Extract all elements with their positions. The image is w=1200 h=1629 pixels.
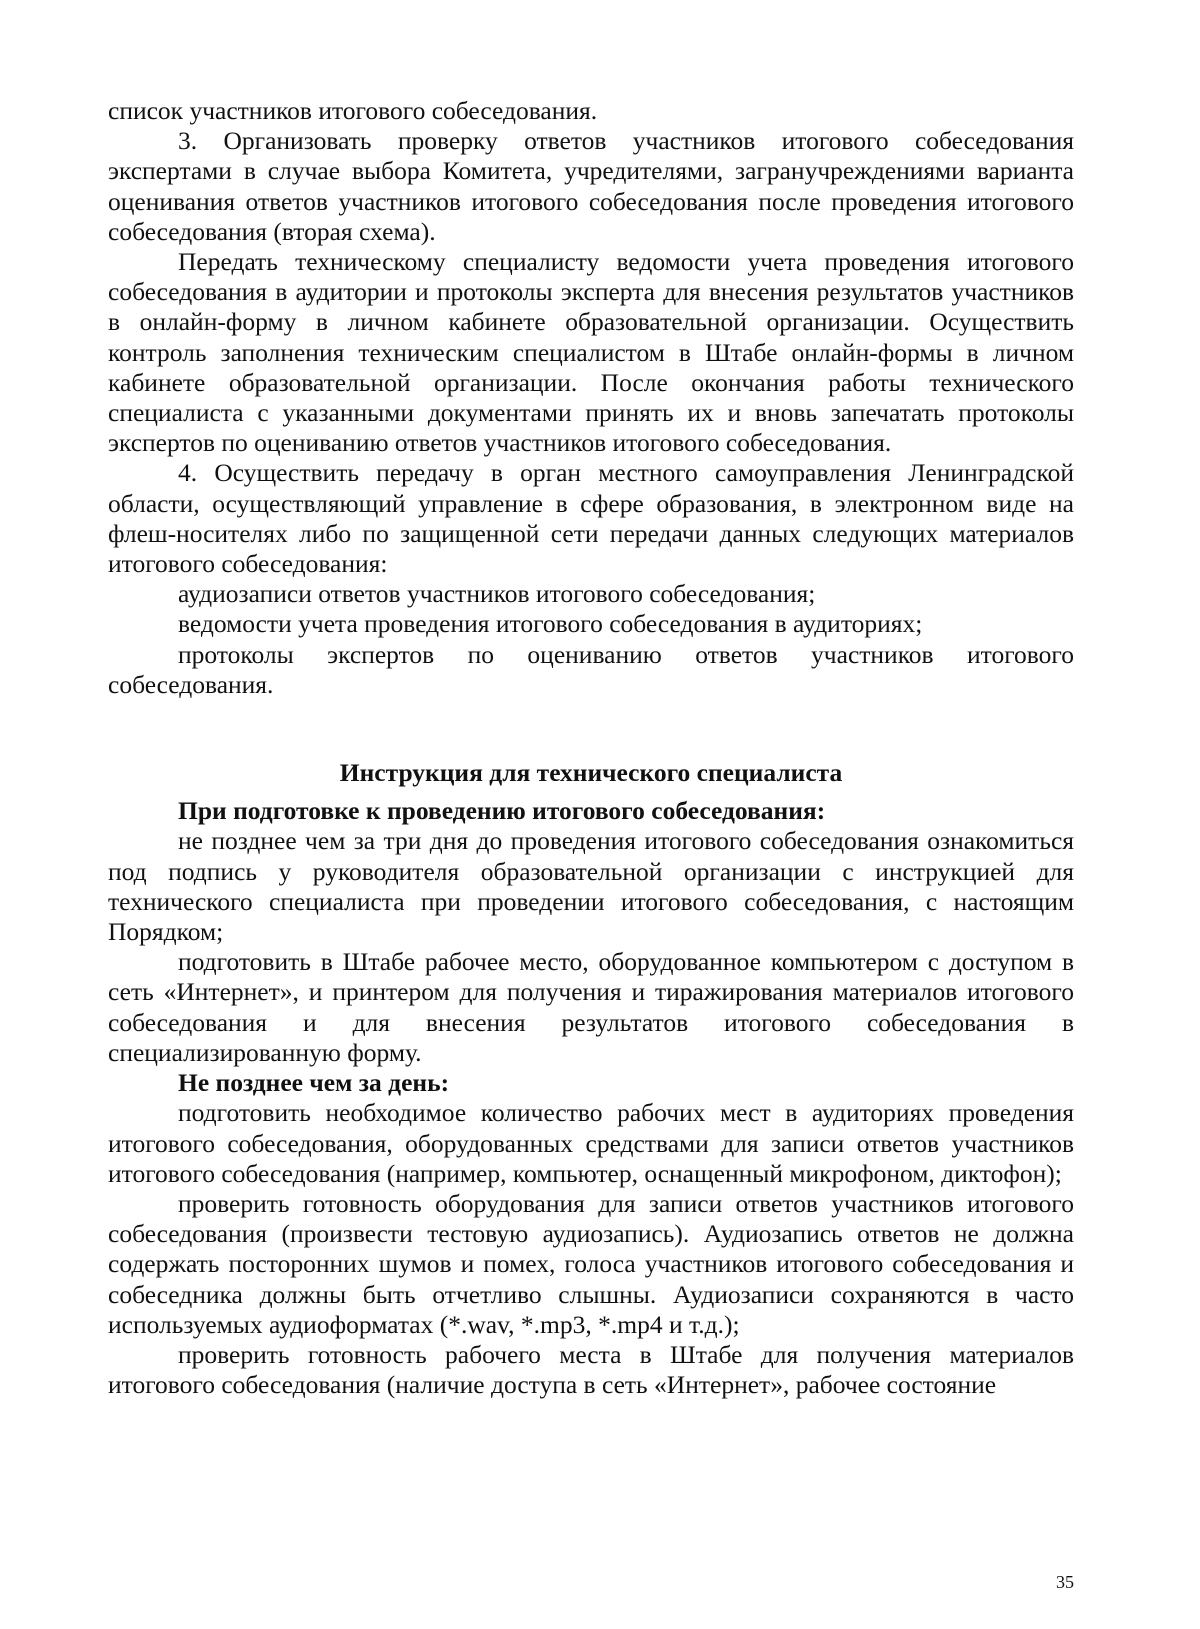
paragraph-item-3: 3. Организовать проверку ответов участников итогового собеседования экспертами в случае выбора Комитета, учредителями, загранучреждениями варианта оценивания ответов участников итогового собеседования после проведения итогового собеседования (вторая схема).: [108, 126, 1074, 246]
document-page: [108, 96, 1074, 1400]
paragraph-participants-list-end: список участников итогового собеседования.: [108, 96, 598, 125]
section-title: Инструкция для технического специалиста: [339, 758, 843, 788]
section-spacer: [108, 700, 1074, 758]
page-number: 35: [1056, 1572, 1074, 1592]
subheading-preparation: При подготовке к проведению итогового собеседования:: [178, 796, 826, 826]
paragraph-item-4: 4. Осуществить передачу в орган местного самоуправления Ленинградской области, осуществляющий управление в сфере образования, в электронном виде на флеш-носителях либо по защищенной сети передачи данных следующих материалов итогового собеседования:: [108, 458, 1074, 579]
paragraph-prepare-workstations: подготовить необходимое количество рабочих мест в аудиториях проведения итогового собеседования, оборудованных средствами для записи ответов участников итогового собеседования (например, компьютер, оснащенный микрофоном, диктофон);: [108, 1098, 1074, 1188]
paragraph-transfer-to-tech-specialist: Передать техническому специалисту ведомости учета проведения итогового собеседования в аудитории и протоколы эксперта для внесения результатов участников в онлайн-форму в личном кабинете образовательной организации. Осуществить контроль заполнения техническим специалистом в Штабе онлайн-формы в личном кабинете образовательной организации. После окончания работы технического специалиста с указанными документами принять их и вновь запечатать протоколы экспертов по оцениванию ответов участников итогового собеседования.: [108, 247, 1074, 458]
list-item-expert-protocols: протоколы экспертов по оцениванию ответов участников итогового собеседования.: [108, 639, 1074, 699]
list-item-audio-records: аудиозаписи ответов участников итогового собеседования;: [178, 579, 816, 609]
paragraph-check-headquarters-workplace: проверить готовность рабочего места в Штабе для получения материалов итогового собеседования (наличие доступа в сеть «Интернет», рабочее состояние: [108, 1339, 1074, 1400]
list-item-attendance-sheets: ведомости учета проведения итогового собеседования в аудиториях;: [178, 609, 923, 639]
subheading-day-before: Не позднее чем за день:: [178, 1068, 450, 1098]
paragraph-check-recording-equipment: проверить готовность оборудования для записи ответов участников итогового собеседования (произвести тестовую аудиозапись). Аудиозапись ответов не должна содержать посторонних шумов и помех, голоса участников итогового собеседования и собеседника должны быть отчетливо слышны. Аудиозаписи сохраняются в часто используемых аудиоформатах (*.wav, *.mp3, *.mp4 и т.д.);: [108, 1188, 1074, 1339]
paragraph-prepare-workplace: подготовить в Штабе рабочее место, оборудованное компьютером с доступом в сеть «Интернет», и принтером для получения и тиражирования материалов итогового собеседования и для внесения результатов итогового собеседования в специализированную форму.: [108, 947, 1074, 1067]
paragraph-three-days-before: не позднее чем за три дня до проведения итогового собеседования ознакомиться под подпись у руководителя образовательной организации с инструкцией для технического специалиста при проведении итогового собеседования, с настоящим Порядком;: [108, 826, 1074, 947]
